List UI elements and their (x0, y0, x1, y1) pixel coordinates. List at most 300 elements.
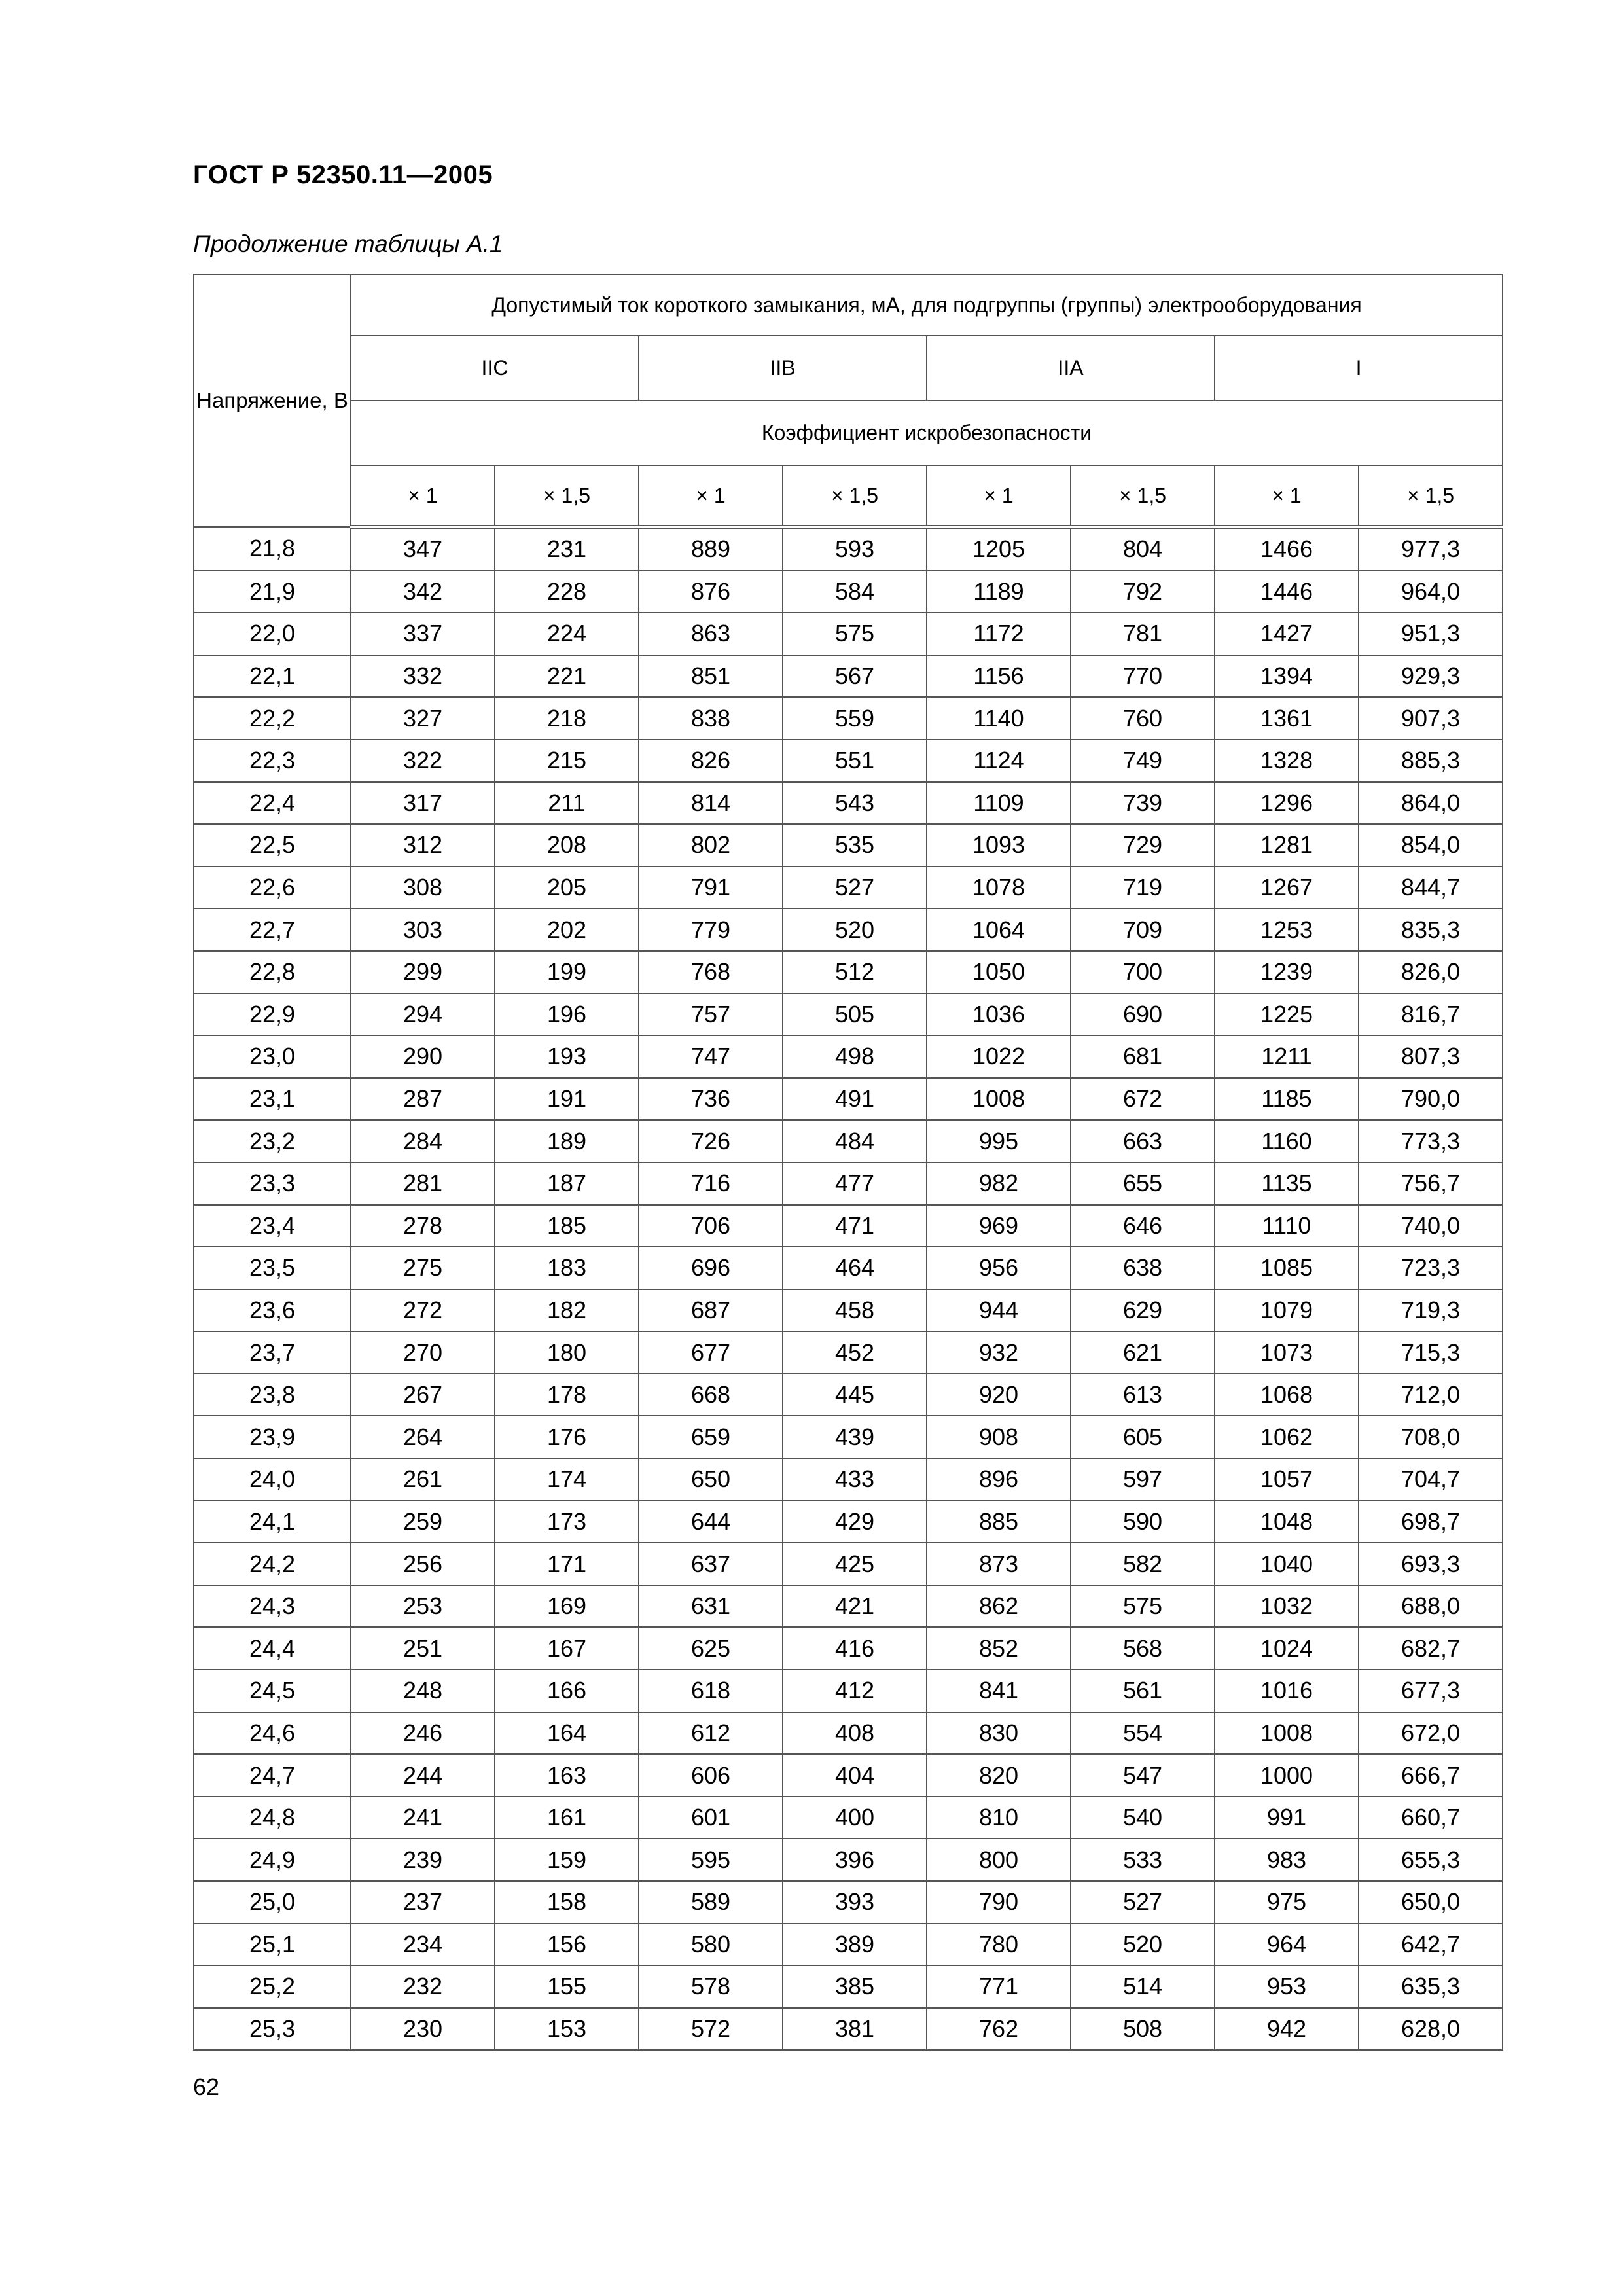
table-row (194, 697, 1503, 740)
voltage-cell: 22,4 (194, 782, 351, 825)
iib-x1_5-cell: 477 (783, 1162, 927, 1205)
iic-x1-cell: 327 (351, 697, 495, 740)
i-x1_5-cell: 655,3 (1359, 1839, 1503, 1881)
iia-x1-cell: 932 (927, 1331, 1071, 1374)
iia-x1_5-cell: 760 (1071, 697, 1215, 740)
iic-x1_5-cell: 178 (495, 1374, 639, 1416)
i-x1_5-cell: 835,3 (1359, 908, 1503, 951)
voltage-cell: 22,8 (194, 951, 351, 994)
i-x1_5-cell: 628,0 (1359, 2008, 1503, 2051)
iic-x1-cell: 241 (351, 1797, 495, 1839)
iia-x1-cell: 1172 (927, 613, 1071, 655)
iic-x1-cell: 284 (351, 1120, 495, 1162)
iia-x1_5-cell: 520 (1071, 1924, 1215, 1966)
iic-x1-cell: 342 (351, 571, 495, 613)
iib-x1-cell: 578 (639, 1965, 783, 2008)
i-x1_5-cell: 816,7 (1359, 994, 1503, 1036)
iic-x1-cell: 347 (351, 527, 495, 571)
iia-x1-cell: 982 (927, 1162, 1071, 1205)
iib-x1_5-cell: 527 (783, 867, 927, 909)
iic-x1_5-cell: 187 (495, 1162, 639, 1205)
iib-x1-cell: 687 (639, 1289, 783, 1332)
table-row (194, 1120, 1503, 1162)
voltage-cell: 22,3 (194, 740, 351, 782)
iib-x1_5-cell: 512 (783, 951, 927, 994)
iib-x1_5-cell: 393 (783, 1881, 927, 1924)
voltage-cell: 22,9 (194, 994, 351, 1036)
iic-x1-cell: 294 (351, 994, 495, 1036)
table-row (194, 1078, 1503, 1121)
iic-x1-cell: 290 (351, 1035, 495, 1078)
table-row (194, 951, 1503, 994)
table-row (194, 613, 1503, 655)
table-row (194, 1247, 1503, 1289)
i-x1_5-cell: 740,0 (1359, 1205, 1503, 1247)
iic-x1_5-cell: 196 (495, 994, 639, 1036)
iic-x1-cell: 332 (351, 655, 495, 698)
iib-x1-cell: 696 (639, 1247, 783, 1289)
iib-x1_5-cell: 520 (783, 908, 927, 951)
iic-x1-cell: 287 (351, 1078, 495, 1121)
i-x1-cell: 1267 (1215, 867, 1359, 909)
iic-x1-cell: 251 (351, 1627, 495, 1670)
iic-x1_5-cell: 183 (495, 1247, 639, 1289)
voltage-cell: 23,8 (194, 1374, 351, 1416)
iib-x1_5-cell: 535 (783, 824, 927, 867)
table-body (194, 527, 1503, 2050)
iib-x1-cell: 572 (639, 2008, 783, 2051)
iic-x1_5-cell: 202 (495, 908, 639, 951)
iia-x1-cell: 1109 (927, 782, 1071, 825)
iia-x1-cell: 944 (927, 1289, 1071, 1332)
iia-x1-cell: 841 (927, 1670, 1071, 1712)
i-x1-cell: 1427 (1215, 613, 1359, 655)
iia-x1-cell: 1064 (927, 908, 1071, 951)
iib-x1-cell: 863 (639, 613, 783, 655)
iib-x1-cell: 791 (639, 867, 783, 909)
iic-x1_5-cell: 193 (495, 1035, 639, 1078)
iia-x1_5-cell: 575 (1071, 1585, 1215, 1628)
iib-x1-cell: 706 (639, 1205, 783, 1247)
iia-x1_5-cell: 681 (1071, 1035, 1215, 1078)
table-row (194, 571, 1503, 613)
i-x1_5-cell: 688,0 (1359, 1585, 1503, 1628)
iia-x1-cell: 1036 (927, 994, 1071, 1036)
i-x1-cell: 942 (1215, 2008, 1359, 2051)
iic-x1_5-cell: 156 (495, 1924, 639, 1966)
iia-x1-cell: 790 (927, 1881, 1071, 1924)
i-x1_5-cell: 756,7 (1359, 1162, 1503, 1205)
iib-x1-cell: 876 (639, 571, 783, 613)
iia-x1-cell: 1093 (927, 824, 1071, 867)
iia-x1-cell: 1050 (927, 951, 1071, 994)
iia-x1_5-cell: 554 (1071, 1712, 1215, 1755)
iib-x1-cell: 659 (639, 1416, 783, 1458)
voltage-cell: 22,1 (194, 655, 351, 698)
iib-x1-cell: 716 (639, 1162, 783, 1205)
iia-x1_5-cell: 729 (1071, 824, 1215, 867)
iib-x1-cell: 851 (639, 655, 783, 698)
multiplier-header: × 1,5 (783, 465, 927, 527)
voltage-cell: 25,2 (194, 1965, 351, 2008)
iib-x1_5-cell: 381 (783, 2008, 927, 2051)
table-row (194, 1501, 1503, 1543)
voltage-cell: 24,8 (194, 1797, 351, 1839)
i-x1-cell: 1239 (1215, 951, 1359, 994)
table-row (194, 740, 1503, 782)
iic-x1_5-cell: 221 (495, 655, 639, 698)
iic-x1-cell: 337 (351, 613, 495, 655)
i-x1_5-cell: 666,7 (1359, 1754, 1503, 1797)
iia-x1_5-cell: 561 (1071, 1670, 1215, 1712)
table-row (194, 1670, 1503, 1712)
iib-x1-cell: 601 (639, 1797, 783, 1839)
iib-x1_5-cell: 385 (783, 1965, 927, 2008)
i-x1_5-cell: 773,3 (1359, 1120, 1503, 1162)
i-x1-cell: 1281 (1215, 824, 1359, 867)
i-x1_5-cell: 650,0 (1359, 1881, 1503, 1924)
table-row (194, 1965, 1503, 2008)
iic-x1_5-cell: 218 (495, 697, 639, 740)
voltage-cell: 21,8 (194, 527, 351, 571)
iia-x1_5-cell: 646 (1071, 1205, 1215, 1247)
voltage-cell: 24,4 (194, 1627, 351, 1670)
iib-x1-cell: 668 (639, 1374, 783, 1416)
table-row (194, 1585, 1503, 1628)
i-x1-cell: 1466 (1215, 527, 1359, 571)
voltage-cell: 23,6 (194, 1289, 351, 1332)
i-x1-cell: 1211 (1215, 1035, 1359, 1078)
i-x1_5-cell: 719,3 (1359, 1289, 1503, 1332)
voltage-cell: 24,5 (194, 1670, 351, 1712)
voltage-header: Напряжение, В (194, 274, 351, 527)
i-x1-cell: 983 (1215, 1839, 1359, 1881)
iia-x1-cell: 830 (927, 1712, 1071, 1755)
iia-x1-cell: 1078 (927, 867, 1071, 909)
iib-x1_5-cell: 471 (783, 1205, 927, 1247)
iic-x1-cell: 246 (351, 1712, 495, 1755)
i-x1_5-cell: 885,3 (1359, 740, 1503, 782)
i-x1_5-cell: 951,3 (1359, 613, 1503, 655)
iic-x1-cell: 239 (351, 1839, 495, 1881)
multiplier-header: × 1,5 (1071, 465, 1215, 527)
table-row (194, 1374, 1503, 1416)
iia-x1_5-cell: 547 (1071, 1754, 1215, 1797)
iic-x1-cell: 234 (351, 1924, 495, 1966)
iic-x1-cell: 303 (351, 908, 495, 951)
i-x1_5-cell: 907,3 (1359, 697, 1503, 740)
iib-x1-cell: 612 (639, 1712, 783, 1755)
iia-x1-cell: 920 (927, 1374, 1071, 1416)
iic-x1-cell: 264 (351, 1416, 495, 1458)
i-x1-cell: 964 (1215, 1924, 1359, 1966)
i-x1-cell: 1032 (1215, 1585, 1359, 1628)
iic-x1-cell: 248 (351, 1670, 495, 1712)
iia-x1-cell: 969 (927, 1205, 1071, 1247)
iic-x1_5-cell: 189 (495, 1120, 639, 1162)
group-header-iic: IIC (351, 336, 639, 401)
iia-x1-cell: 1022 (927, 1035, 1071, 1078)
iib-x1_5-cell: 404 (783, 1754, 927, 1797)
iic-x1_5-cell: 228 (495, 571, 639, 613)
iic-x1_5-cell: 173 (495, 1501, 639, 1543)
iia-x1-cell: 1156 (927, 655, 1071, 698)
iia-x1_5-cell: 672 (1071, 1078, 1215, 1121)
i-x1-cell: 1008 (1215, 1712, 1359, 1755)
voltage-cell: 24,0 (194, 1458, 351, 1501)
group-header-iia: IIA (927, 336, 1215, 401)
table-row (194, 2008, 1503, 2051)
iib-x1_5-cell: 389 (783, 1924, 927, 1966)
iib-x1-cell: 595 (639, 1839, 783, 1881)
iib-x1-cell: 625 (639, 1627, 783, 1670)
voltage-cell: 24,6 (194, 1712, 351, 1755)
iic-x1_5-cell: 158 (495, 1881, 639, 1924)
iia-x1-cell: 908 (927, 1416, 1071, 1458)
iia-x1_5-cell: 655 (1071, 1162, 1215, 1205)
iib-x1-cell: 606 (639, 1754, 783, 1797)
iia-x1_5-cell: 663 (1071, 1120, 1215, 1162)
voltage-cell: 21,9 (194, 571, 351, 613)
table-row (194, 1924, 1503, 1966)
iic-x1-cell: 230 (351, 2008, 495, 2051)
iib-x1_5-cell: 425 (783, 1543, 927, 1585)
voltage-cell: 25,0 (194, 1881, 351, 1924)
iia-x1-cell: 762 (927, 2008, 1071, 2051)
voltage-cell: 23,5 (194, 1247, 351, 1289)
iia-x1_5-cell: 582 (1071, 1543, 1215, 1585)
iib-x1_5-cell: 559 (783, 697, 927, 740)
iic-x1_5-cell: 169 (495, 1585, 639, 1628)
iia-x1-cell: 1189 (927, 571, 1071, 613)
i-x1_5-cell: 844,7 (1359, 867, 1503, 909)
iib-x1_5-cell: 408 (783, 1712, 927, 1755)
table-row (194, 527, 1503, 571)
iib-x1-cell: 779 (639, 908, 783, 951)
multiplier-header: × 1,5 (495, 465, 639, 527)
iib-x1-cell: 631 (639, 1585, 783, 1628)
iib-x1-cell: 589 (639, 1881, 783, 1924)
iia-x1_5-cell: 792 (1071, 571, 1215, 613)
page-number: 62 (193, 2073, 220, 2100)
iic-x1_5-cell: 180 (495, 1331, 639, 1374)
voltage-cell: 23,7 (194, 1331, 351, 1374)
voltage-cell: 25,3 (194, 2008, 351, 2051)
table-row (194, 824, 1503, 867)
iib-x1-cell: 802 (639, 824, 783, 867)
i-x1-cell: 1135 (1215, 1162, 1359, 1205)
i-x1_5-cell: 964,0 (1359, 571, 1503, 613)
iia-x1-cell: 771 (927, 1965, 1071, 2008)
iib-x1-cell: 814 (639, 782, 783, 825)
iic-x1_5-cell: 182 (495, 1289, 639, 1332)
coefficient-header: Коэффициент искробезопасности (351, 401, 1503, 465)
multiplier-header: × 1 (1215, 465, 1359, 527)
i-x1_5-cell: 715,3 (1359, 1331, 1503, 1374)
iic-x1_5-cell: 224 (495, 613, 639, 655)
i-x1-cell: 1079 (1215, 1289, 1359, 1332)
voltage-cell: 23,4 (194, 1205, 351, 1247)
i-x1-cell: 1110 (1215, 1205, 1359, 1247)
i-x1-cell: 1068 (1215, 1374, 1359, 1416)
i-x1_5-cell: 929,3 (1359, 655, 1503, 698)
iia-x1_5-cell: 508 (1071, 2008, 1215, 2051)
iia-x1_5-cell: 533 (1071, 1839, 1215, 1881)
i-x1-cell: 1253 (1215, 908, 1359, 951)
voltage-cell: 24,2 (194, 1543, 351, 1585)
iib-x1_5-cell: 593 (783, 527, 927, 571)
iia-x1_5-cell: 719 (1071, 867, 1215, 909)
iia-x1_5-cell: 590 (1071, 1501, 1215, 1543)
iib-x1_5-cell: 439 (783, 1416, 927, 1458)
iib-x1-cell: 580 (639, 1924, 783, 1966)
table-row (194, 1797, 1503, 1839)
iic-x1-cell: 322 (351, 740, 495, 782)
table-row (194, 1416, 1503, 1458)
iic-x1_5-cell: 174 (495, 1458, 639, 1501)
i-x1_5-cell: 977,3 (1359, 527, 1503, 571)
iib-x1_5-cell: 505 (783, 994, 927, 1036)
multiplier-header: × 1 (351, 465, 495, 527)
table-row (194, 867, 1503, 909)
multiplier-header: × 1 (927, 465, 1071, 527)
iib-x1-cell: 747 (639, 1035, 783, 1078)
i-x1-cell: 1016 (1215, 1670, 1359, 1712)
iia-x1_5-cell: 804 (1071, 527, 1215, 571)
iia-x1_5-cell: 597 (1071, 1458, 1215, 1501)
i-x1-cell: 953 (1215, 1965, 1359, 2008)
iia-x1-cell: 1205 (927, 527, 1071, 571)
iib-x1-cell: 768 (639, 951, 783, 994)
iia-x1-cell: 896 (927, 1458, 1071, 1501)
i-x1-cell: 1328 (1215, 740, 1359, 782)
i-x1_5-cell: 807,3 (1359, 1035, 1503, 1078)
iic-x1-cell: 312 (351, 824, 495, 867)
iib-x1_5-cell: 464 (783, 1247, 927, 1289)
iib-x1_5-cell: 498 (783, 1035, 927, 1078)
iib-x1_5-cell: 458 (783, 1289, 927, 1332)
iib-x1-cell: 826 (639, 740, 783, 782)
voltage-cell: 22,7 (194, 908, 351, 951)
i-x1-cell: 1185 (1215, 1078, 1359, 1121)
iic-x1-cell: 308 (351, 867, 495, 909)
iib-x1_5-cell: 551 (783, 740, 927, 782)
table-row (194, 1331, 1503, 1374)
voltage-cell: 25,1 (194, 1924, 351, 1966)
voltage-cell: 24,1 (194, 1501, 351, 1543)
iib-x1_5-cell: 543 (783, 782, 927, 825)
iia-x1_5-cell: 700 (1071, 951, 1215, 994)
iib-x1-cell: 736 (639, 1078, 783, 1121)
i-x1_5-cell: 677,3 (1359, 1670, 1503, 1712)
iic-x1-cell: 244 (351, 1754, 495, 1797)
iic-x1_5-cell: 166 (495, 1670, 639, 1712)
iic-x1-cell: 261 (351, 1458, 495, 1501)
voltage-cell: 22,0 (194, 613, 351, 655)
i-x1_5-cell: 698,7 (1359, 1501, 1503, 1543)
i-x1_5-cell: 790,0 (1359, 1078, 1503, 1121)
iia-x1_5-cell: 638 (1071, 1247, 1215, 1289)
iic-x1-cell: 278 (351, 1205, 495, 1247)
iic-x1_5-cell: 176 (495, 1416, 639, 1458)
iia-x1-cell: 1008 (927, 1078, 1071, 1121)
iia-x1_5-cell: 527 (1071, 1881, 1215, 1924)
i-x1_5-cell: 708,0 (1359, 1416, 1503, 1458)
iib-x1-cell: 618 (639, 1670, 783, 1712)
i-x1-cell: 1296 (1215, 782, 1359, 825)
iib-x1_5-cell: 396 (783, 1839, 927, 1881)
i-x1_5-cell: 693,3 (1359, 1543, 1503, 1585)
iib-x1_5-cell: 433 (783, 1458, 927, 1501)
iic-x1-cell: 272 (351, 1289, 495, 1332)
voltage-cell: 23,0 (194, 1035, 351, 1078)
voltage-cell: 24,3 (194, 1585, 351, 1628)
table-row (194, 1162, 1503, 1205)
voltage-cell: 23,1 (194, 1078, 351, 1121)
iic-x1_5-cell: 164 (495, 1712, 639, 1755)
i-x1-cell: 1361 (1215, 697, 1359, 740)
iia-x1_5-cell: 709 (1071, 908, 1215, 951)
iia-x1_5-cell: 749 (1071, 740, 1215, 782)
table-header (194, 274, 1503, 527)
i-x1-cell: 1446 (1215, 571, 1359, 613)
iia-x1_5-cell: 770 (1071, 655, 1215, 698)
iia-x1-cell: 862 (927, 1585, 1071, 1628)
i-x1_5-cell: 642,7 (1359, 1924, 1503, 1966)
i-x1_5-cell: 704,7 (1359, 1458, 1503, 1501)
iib-x1-cell: 757 (639, 994, 783, 1036)
iic-x1-cell: 275 (351, 1247, 495, 1289)
i-x1_5-cell: 672,0 (1359, 1712, 1503, 1755)
table-row (194, 908, 1503, 951)
iic-x1_5-cell: 161 (495, 1797, 639, 1839)
iia-x1_5-cell: 605 (1071, 1416, 1215, 1458)
current-header: Допустимый ток короткого замыкания, мА, для подгруппы (группы) электрооборудования (351, 274, 1503, 336)
i-x1_5-cell: 660,7 (1359, 1797, 1503, 1839)
multiplier-header: × 1 (639, 465, 783, 527)
iia-x1_5-cell: 629 (1071, 1289, 1215, 1332)
iia-x1-cell: 885 (927, 1501, 1071, 1543)
voltage-cell: 22,6 (194, 867, 351, 909)
iic-x1_5-cell: 167 (495, 1627, 639, 1670)
i-x1-cell: 1040 (1215, 1543, 1359, 1585)
table-row (194, 782, 1503, 825)
iia-x1_5-cell: 514 (1071, 1965, 1215, 2008)
table-row (194, 1289, 1503, 1332)
iic-x1_5-cell: 155 (495, 1965, 639, 2008)
iib-x1_5-cell: 452 (783, 1331, 927, 1374)
iib-x1_5-cell: 416 (783, 1627, 927, 1670)
iic-x1-cell: 259 (351, 1501, 495, 1543)
iia-x1-cell: 780 (927, 1924, 1071, 1966)
group-header-iib: IIB (639, 336, 927, 401)
voltage-cell: 22,2 (194, 697, 351, 740)
iib-x1-cell: 650 (639, 1458, 783, 1501)
iia-x1_5-cell: 781 (1071, 613, 1215, 655)
i-x1-cell: 975 (1215, 1881, 1359, 1924)
voltage-cell: 23,9 (194, 1416, 351, 1458)
iia-x1-cell: 820 (927, 1754, 1071, 1797)
i-x1_5-cell: 682,7 (1359, 1627, 1503, 1670)
iib-x1_5-cell: 567 (783, 655, 927, 698)
iic-x1-cell: 256 (351, 1543, 495, 1585)
iic-x1_5-cell: 199 (495, 951, 639, 994)
table-row (194, 1839, 1503, 1881)
voltage-cell: 24,9 (194, 1839, 351, 1881)
iib-x1_5-cell: 584 (783, 571, 927, 613)
iic-x1_5-cell: 231 (495, 527, 639, 571)
table-row (194, 1754, 1503, 1797)
